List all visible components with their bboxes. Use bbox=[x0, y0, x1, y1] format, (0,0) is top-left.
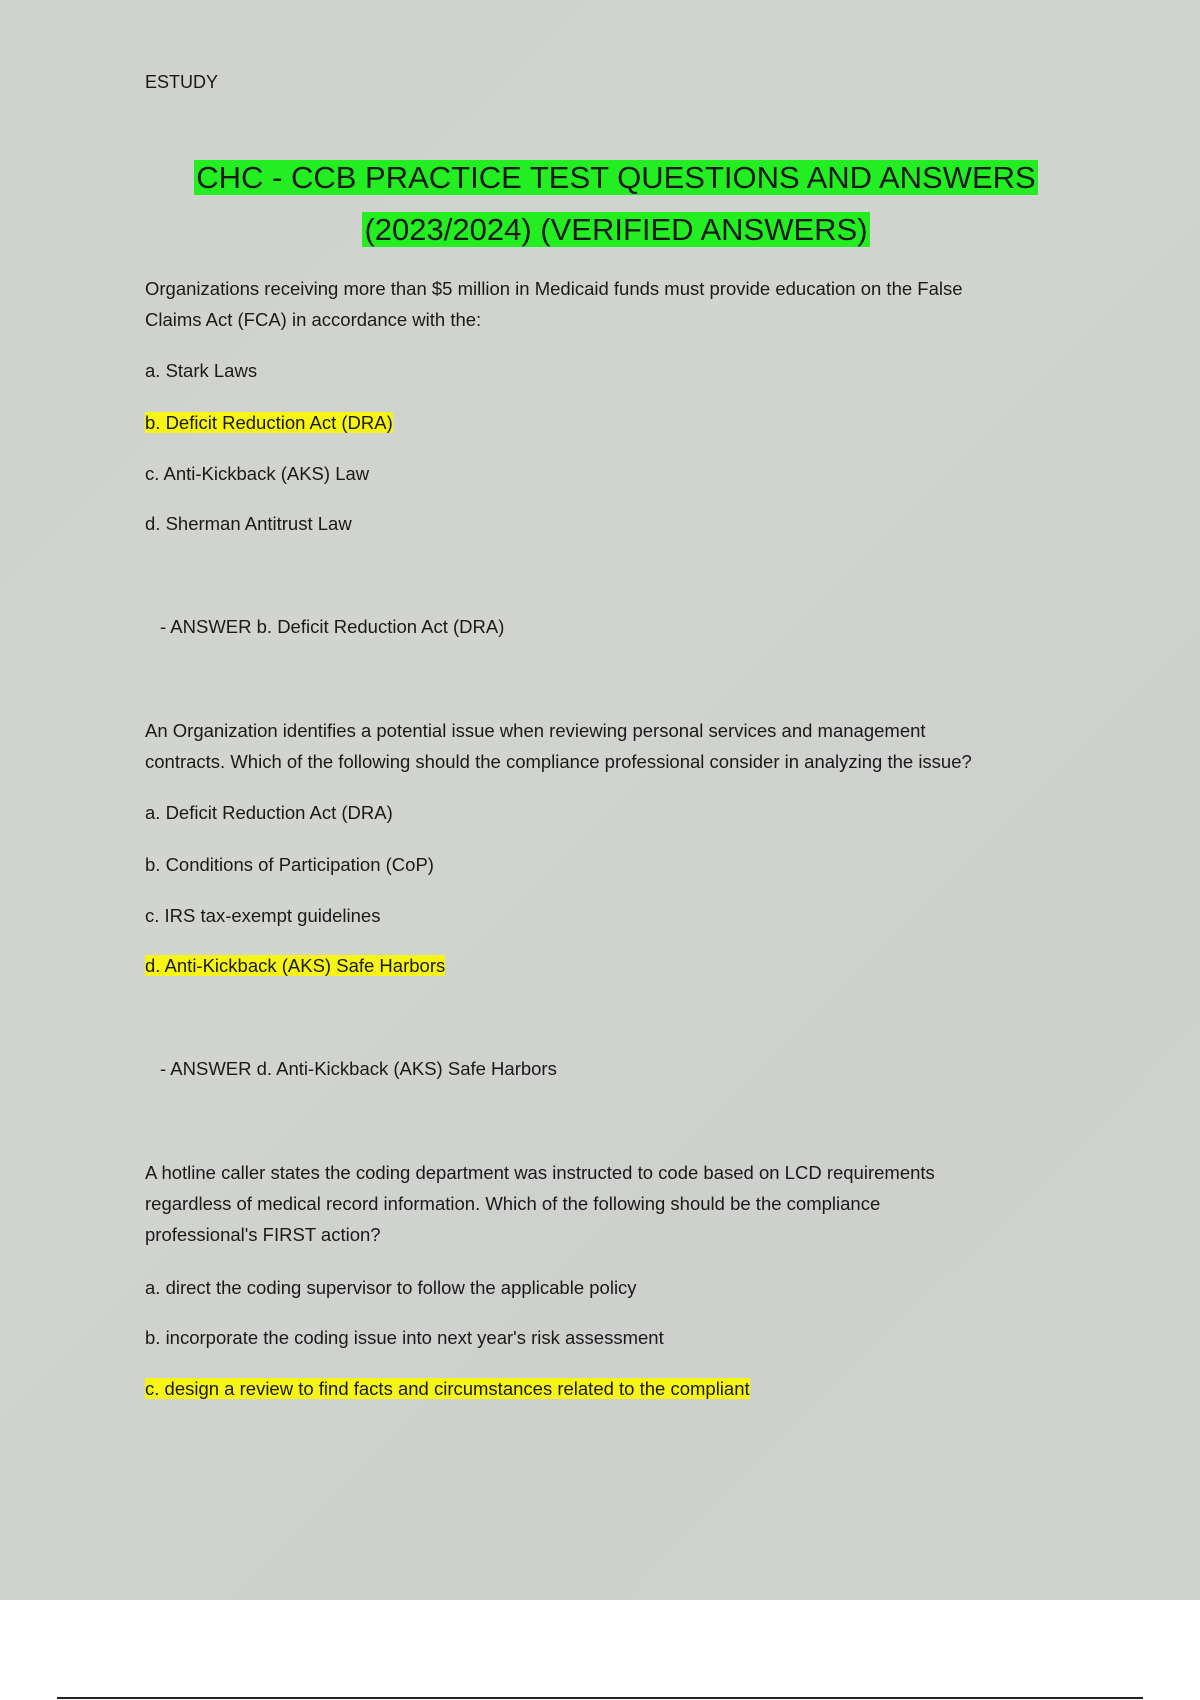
question-3-line-2: regardless of medical record information. Which of the following should be the compliance bbox=[145, 1193, 881, 1214]
question-2-option-d bbox=[145, 953, 445, 979]
question-1-option-d: d. Sherman Antitrust Law bbox=[145, 513, 352, 534]
question-3-text bbox=[145, 1157, 1075, 1250]
question-3-option-c-text: c. design a review to find facts and circumstances related to the compliant bbox=[145, 1378, 750, 1399]
question-1-answer: - ANSWER b. Deficit Reduction Act (DRA) bbox=[160, 616, 505, 637]
question-1-option-b bbox=[145, 410, 393, 436]
question-2-answer: - ANSWER d. Anti-Kickback (AKS) Safe Harbors bbox=[160, 1058, 557, 1079]
title-line-2: (2023/2024) (VERIFIED ANSWERS) bbox=[364, 212, 868, 247]
question-2-line-1: An Organization identifies a potential issue when reviewing personal services and management bbox=[145, 720, 926, 741]
question-1-line-2: Claims Act (FCA) in accordance with the: bbox=[145, 309, 482, 330]
question-1-option-a: a. Stark Laws bbox=[145, 360, 258, 381]
question-3-option-c bbox=[145, 1376, 750, 1402]
question-2-option-d-text: d. Anti-Kickback (AKS) Safe Harbors bbox=[145, 955, 446, 976]
question-3-line-3: professional's FIRST action? bbox=[145, 1224, 381, 1245]
question-1-option-b-text: b. Deficit Reduction Act (DRA) bbox=[145, 412, 393, 433]
question-2-line-2: contracts. Which of the following should the compliance professional consider in analyzing the issue? bbox=[145, 751, 972, 772]
header-label: ESTUDY bbox=[145, 72, 219, 92]
question-3-option-a: a. direct the coding supervisor to follow the applicable policy bbox=[145, 1277, 637, 1298]
question-2-text bbox=[145, 715, 1075, 777]
footer-rule bbox=[57, 1697, 1143, 1699]
page-title bbox=[0, 152, 1200, 256]
question-1-line-1: Organizations receiving more than $5 million in Medicaid funds must provide education on the False bbox=[145, 278, 963, 299]
question-3-option-b: b. incorporate the coding issue into next year's risk assessment bbox=[145, 1327, 664, 1348]
question-1-option-c: c. Anti-Kickback (AKS) Law bbox=[145, 463, 370, 484]
question-2-option-a: a. Deficit Reduction Act (DRA) bbox=[145, 802, 393, 823]
question-3-line-1: A hotline caller states the coding department was instructed to code based on LCD requirements bbox=[145, 1162, 935, 1183]
question-1-text bbox=[145, 273, 1075, 335]
question-2-option-c: c. IRS tax-exempt guidelines bbox=[145, 905, 381, 926]
title-line-1: CHC - CCB PRACTICE TEST QUESTIONS AND ANSWERS bbox=[196, 160, 1036, 195]
question-2-option-b: b. Conditions of Participation (CoP) bbox=[145, 854, 434, 875]
